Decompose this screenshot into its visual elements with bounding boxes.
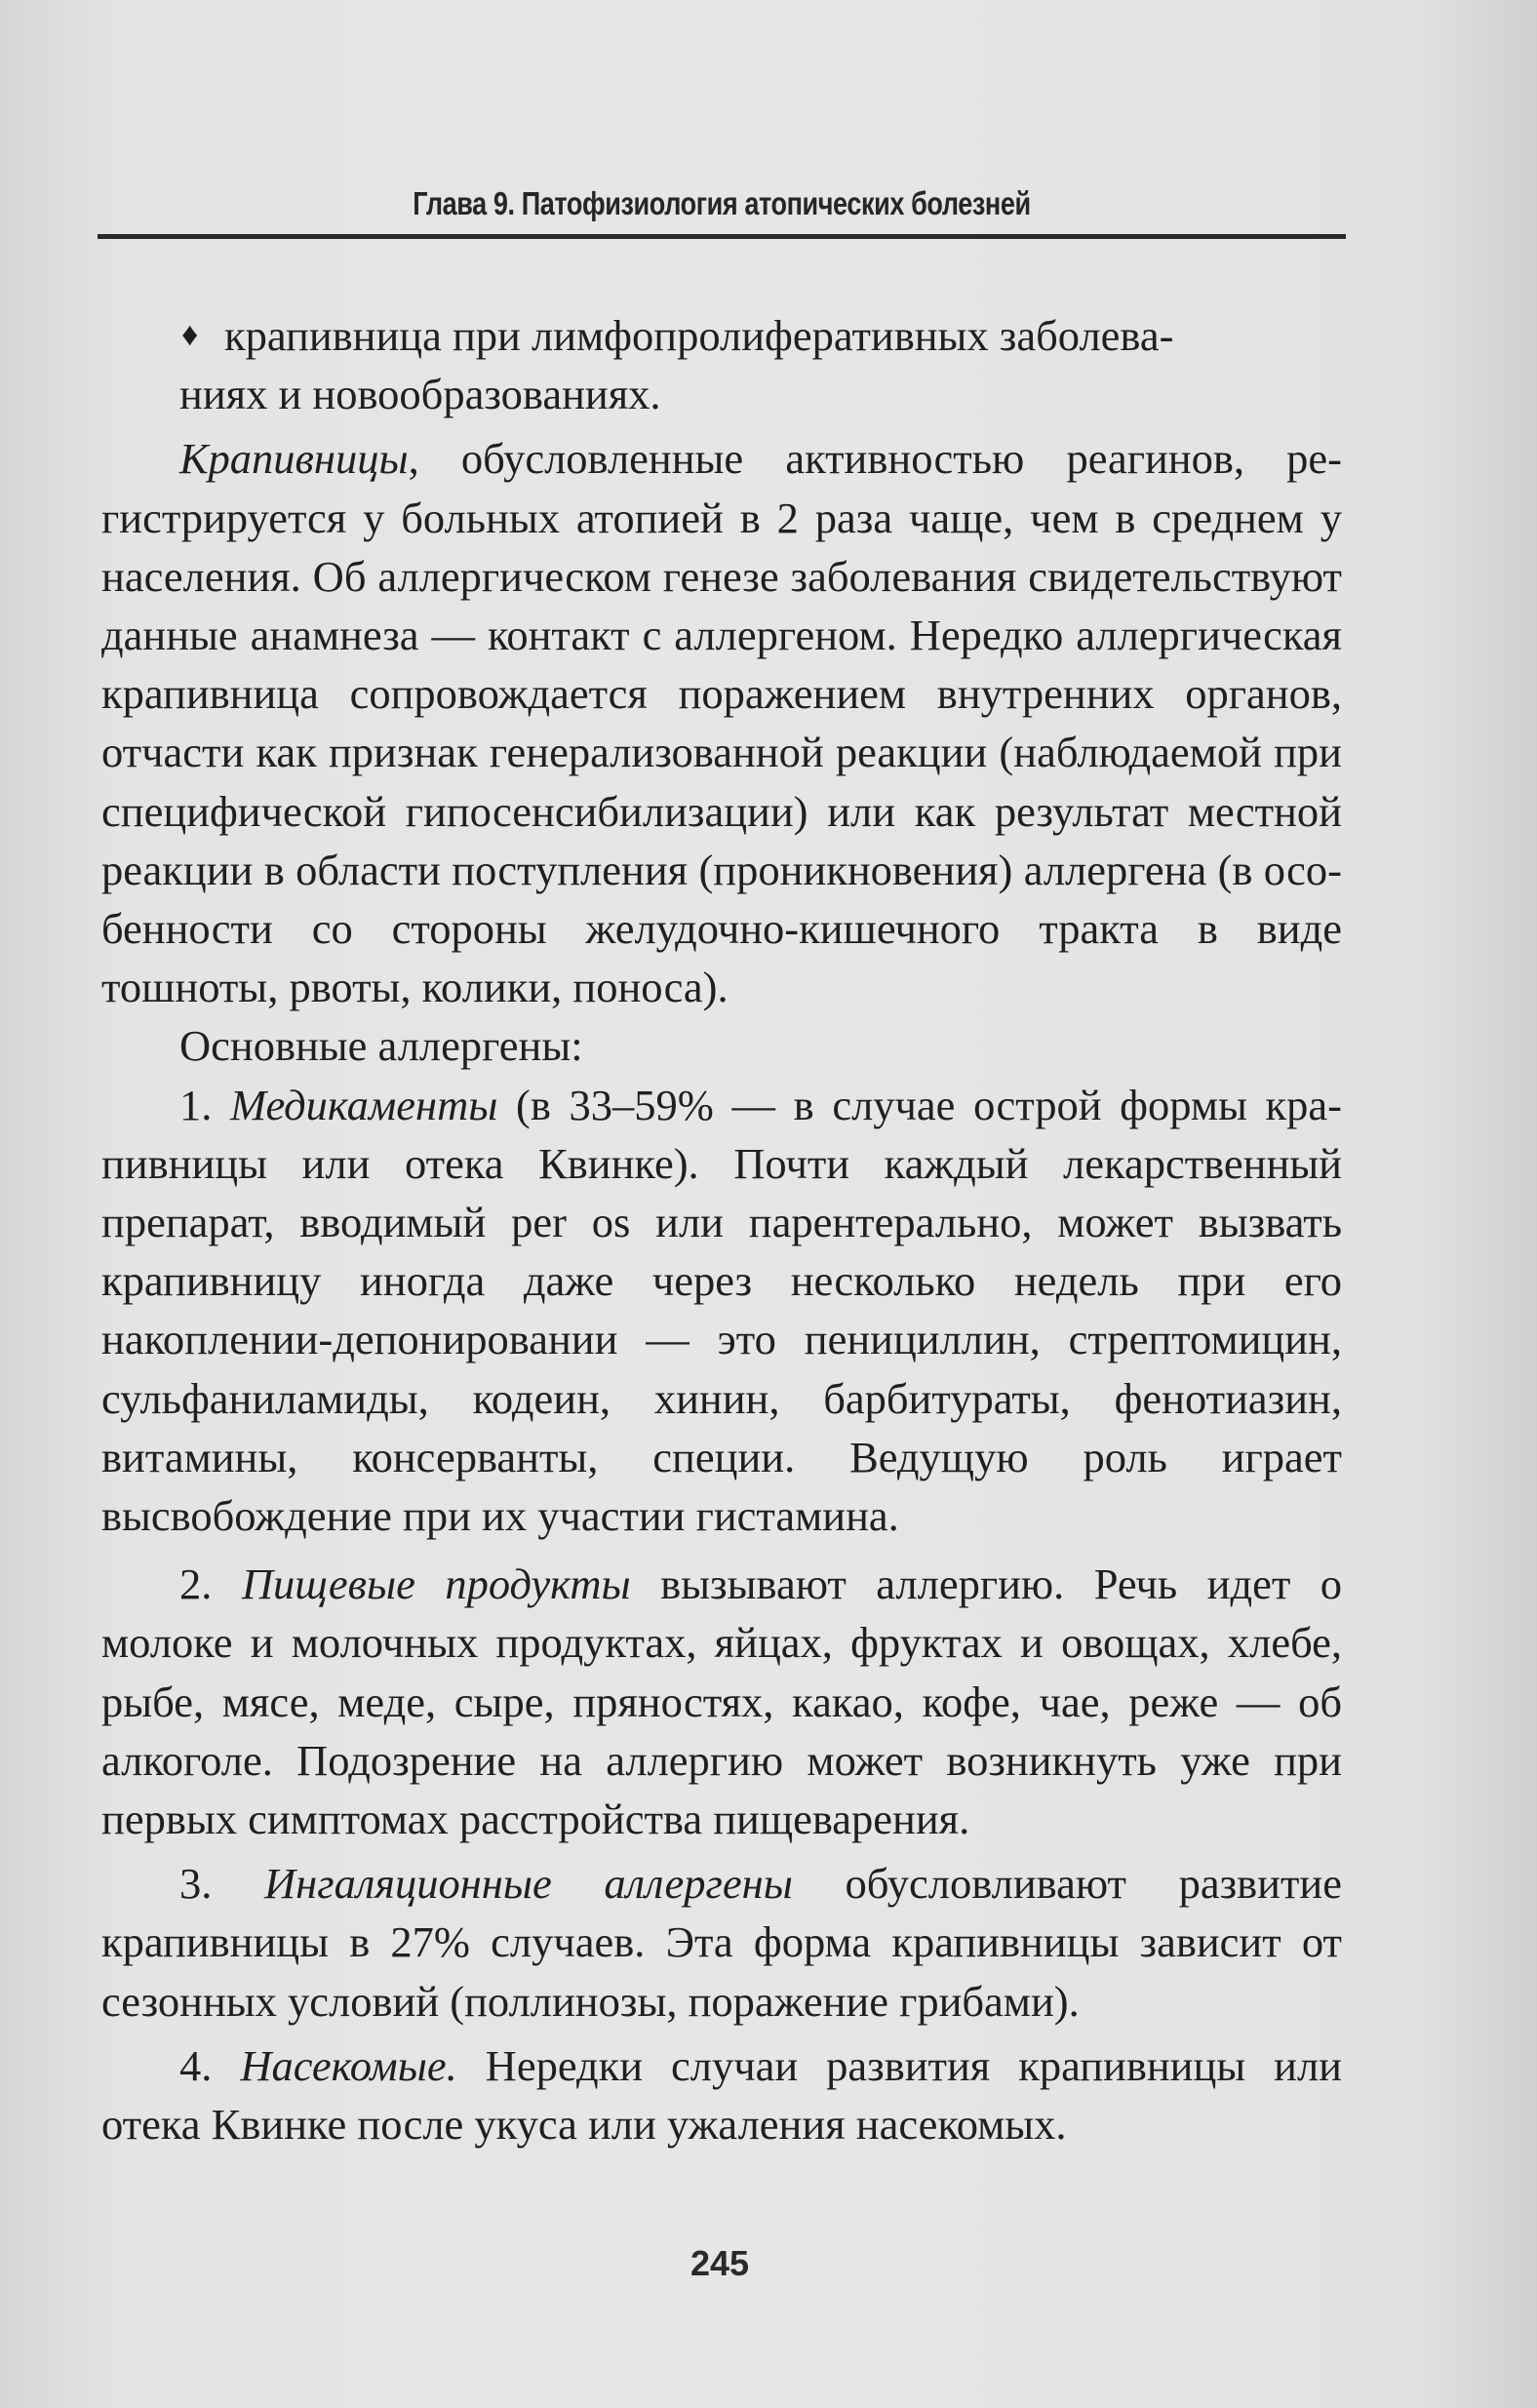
item-3-term: Ингаляционные аллергены (264, 1859, 793, 1909)
item-1-text: (в 33–59% — в случае острой формы крапивницы или отека Квинке). Почти каждый лекарственный препарат, вводимый per os или парентерально, может вызвать крапивницу иногда даже через несколько недель при его накоплении-депонировании — это пенициллин, стрептомицин, сульфаниламиды, кодеин, хинин, барбитураты, фенотиазин, витамины, консерванты, специи. Ведущую роль играет высвобождение при их участии гистамина. (101, 1080, 1342, 1541)
bullet-line-2: ниях и новообразованиях. (179, 370, 661, 419)
item-2-number: 2. (179, 1559, 213, 1609)
allergens-heading: Основные аллергены: (179, 1021, 583, 1071)
item-3-number: 3. (179, 1859, 213, 1909)
urticaria-term: Крапивницы (179, 434, 409, 484)
diamond-bullet-icon: ♦ (181, 317, 199, 353)
running-header (98, 185, 1346, 239)
bullet-list-item (101, 306, 1342, 423)
chapter-title: Глава 9. Патофизиология атопических болезней (413, 185, 1031, 221)
item-4-text: Нередки случаи развития крапивницы или отека Квинке после укуса или ужаления насекомых. (101, 2040, 1342, 2150)
allergen-item-1 (101, 1076, 1342, 1546)
allergen-item-4 (101, 2036, 1342, 2153)
item-3-text: обусловливают развитие крапивницы в 27% случаев. Эта форма крапивницы зависит от сезонных условий (поллинозы, поражение грибами). (101, 1859, 1342, 2026)
allergen-item-3 (101, 1854, 1342, 2031)
allergen-item-2 (101, 1555, 1342, 1848)
page-number: 245 (690, 2243, 750, 2283)
item-1-number: 1. (179, 1080, 213, 1129)
item-2-text: вызывают аллергию. Речь идет о молоке и молочных продуктах, яйцах, фруктах и овощах, хлебе, рыбе, мясе, меде, сыре, пряностях, какао, кофе, чае, реже — об алкоголе. Подозрение на аллергию может возникнуть уже при первых симптомах расстройства пищеварения. (101, 1559, 1343, 1844)
page-body (101, 306, 1342, 2153)
bullet-line-1: крапивница при лимфопролиферативных заболева- (224, 311, 1174, 360)
urticaria-paragraph (101, 429, 1342, 1016)
item-2-term: Пищевые продукты (241, 1559, 631, 1609)
urticaria-text: , обусловленные активностью реагинов, регистрируется у больных атопией в 2 раза чаще, чем в среднем у населения. Об аллергическом генезе заболевания свидетельствуют данные анамнеза — контакт с аллергеном. Нередко аллергическая крапивница сопровождается поражением внутренних органов, отчасти как признак генерализованной реакции (наблюдаемой при специфической гипосенсибилизации) или как результат местной реакции в области поступления (проникновения) аллергена (в особенности со стороны желудочно-кишечного тракта в виде тошноты, рвоты, колики, поноса). (101, 434, 1342, 1012)
item-4-term: Насекомые. (240, 2040, 457, 2090)
item-4-number: 4. (179, 2040, 213, 2090)
item-1-term: Медикаменты (230, 1080, 498, 1129)
